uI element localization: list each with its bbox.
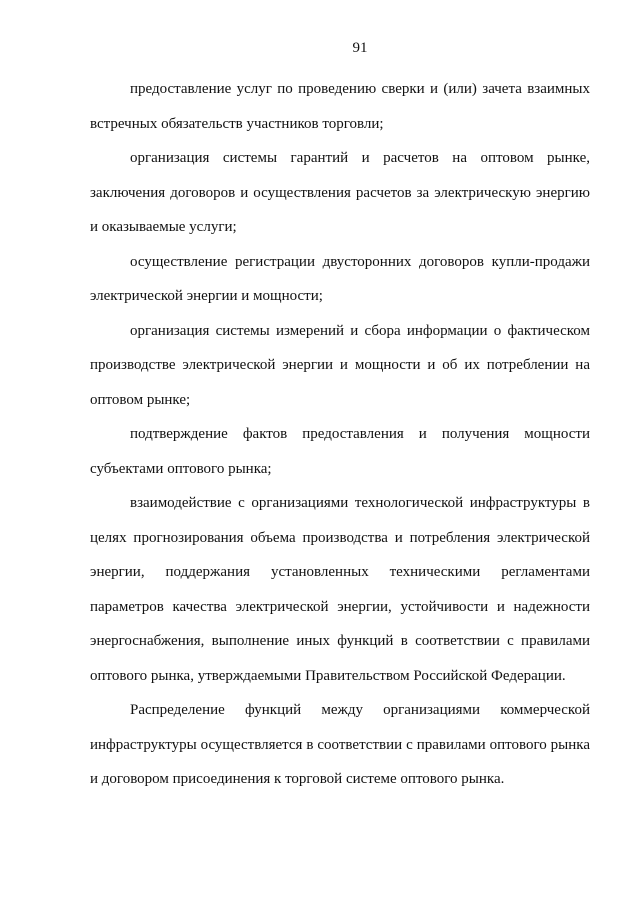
text-line: инфраструктуры осуществляется в соответствии с правилами оптового рынка xyxy=(90,736,590,753)
text-line: оптовом рынке; xyxy=(90,391,191,408)
paragraph-6 xyxy=(90,486,590,693)
text-line: организация системы измерений и сбора информации о фактическом xyxy=(130,322,590,339)
text-line: параметров качества электрической энергии, устойчивости и надежности xyxy=(90,598,590,615)
paragraph-7 xyxy=(90,693,590,797)
text-line: энергии, поддержания установленных техническими регламентами xyxy=(90,564,590,580)
text-line: и оказываемые услуги; xyxy=(90,219,237,235)
text-line: субъектами оптового рынка; xyxy=(90,460,272,477)
paragraph-2 xyxy=(90,141,590,245)
paragraph-5 xyxy=(90,417,590,486)
text-line: целях прогнозирования объема производства и потребления электрической xyxy=(90,529,590,546)
text-line: производстве электрической энергии и мощности и об их потреблении на xyxy=(90,357,590,373)
paragraph-4 xyxy=(90,314,590,418)
text-line: встречных обязательств участников торговли; xyxy=(90,115,384,132)
text-line: и договором присоединения к торговой системе оптового рынка. xyxy=(90,771,505,787)
document-body xyxy=(90,72,590,797)
text-line: электрической энергии и мощности; xyxy=(90,288,323,304)
text-line: энергоснабжения, выполнение иных функций в соответствии с правилами xyxy=(90,633,590,649)
text-line: Распределение функций между организациями коммерческой xyxy=(130,702,590,718)
text-line: оптового рынка, утверждаемыми Правительством Российской Федерации. xyxy=(90,667,566,684)
text-line: заключения договоров и осуществления расчетов за электрическую энергию xyxy=(90,184,590,201)
paragraph-3 xyxy=(90,245,590,314)
text-line: предоставление услуг по проведению сверки и (или) зачета взаимных xyxy=(130,81,590,97)
text-line: осуществление регистрации двусторонних договоров купли-продажи xyxy=(130,253,590,270)
page-number: 91 xyxy=(352,40,368,56)
text-line: взаимодействие с организациями технологической инфраструктуры в xyxy=(130,495,590,511)
text-line: организация системы гарантий и расчетов на оптовом рынке, xyxy=(130,150,590,166)
text-line: подтверждение фактов предоставления и получения мощности xyxy=(130,426,590,442)
paragraph-1 xyxy=(90,72,590,141)
